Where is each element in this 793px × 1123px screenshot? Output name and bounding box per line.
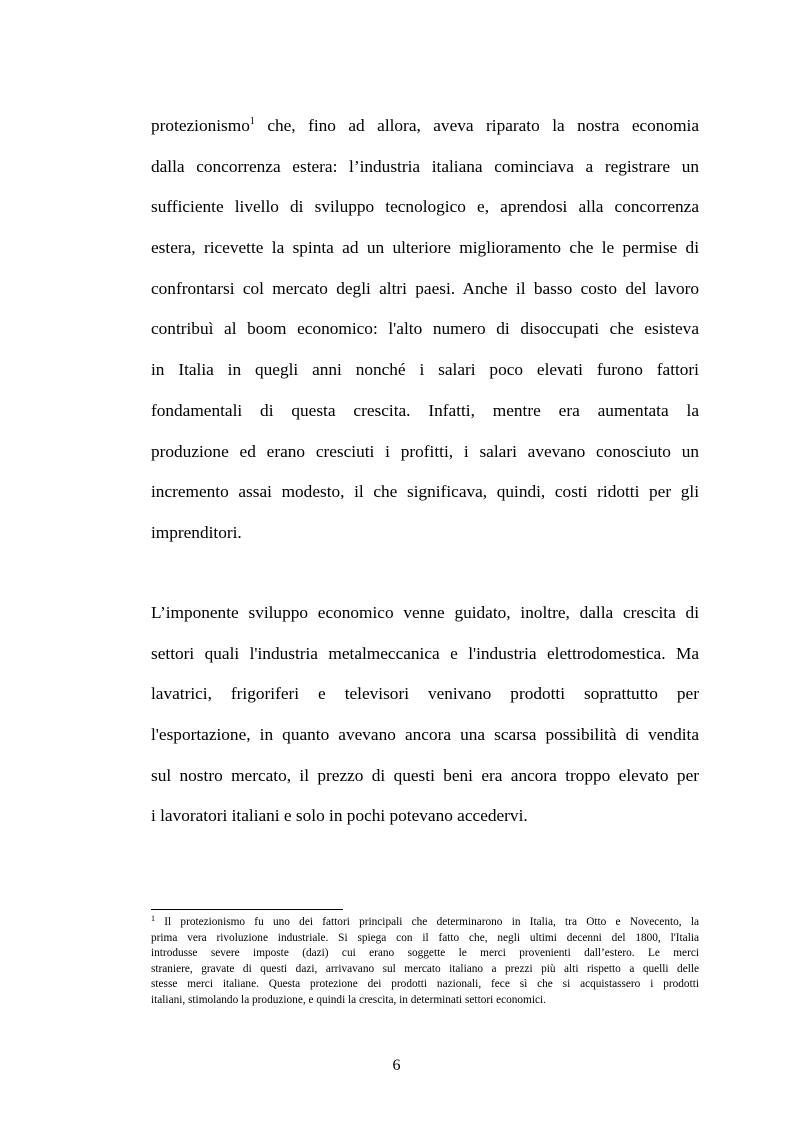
text-line: fondamentali di questa crescita. Infatti, mentre era aumentata la	[151, 400, 699, 420]
text-line: sufficiente livello di sviluppo tecnologico e, aprendosi alla concorrenza	[151, 197, 699, 217]
page-number: 6	[392, 1057, 401, 1074]
footnote-reference[interactable]: 1	[249, 116, 255, 127]
text-line: settori quali l'industria metalmeccanica e l'industria elettrodomestica. Ma	[151, 643, 699, 663]
text-line: in Italia in quegli anni nonché i salari poco elevati furono fattori	[151, 360, 699, 380]
text-line: sul nostro mercato, il prezzo di questi beni era ancora troppo elevato per	[151, 765, 699, 785]
footnote-line	[151, 915, 699, 931]
footnote-line: prima vera rivoluzione industriale. Si spiega con il fatto che, negli ultimi decenni del 1800, l'Italia	[151, 931, 699, 944]
footnote-line: italiani, stimolando la produzione, e quindi la crescita, in determinati settori economici.	[151, 993, 546, 1006]
text-line: estera, ricevette la spinta ad un ulteriore miglioramento che le permise di	[151, 238, 699, 258]
text-line	[151, 106, 699, 147]
footnote-line: stesse merci italiane. Questa protezione dei prodotti nazionali, fece sì che si acquistassero i prodotti	[151, 978, 699, 991]
text-line: incremento assai modesto, il che significava, quindi, costi ridotti per gli	[151, 482, 699, 502]
text-line: produzione ed erano cresciuti i profitti, i salari avevano conosciuto un	[151, 441, 699, 461]
body-paragraph-2	[151, 593, 699, 837]
footnote-line: introdusse severe imposte (dazi) cui erano soggette le merci provenienti dall’estero. Le merci	[151, 947, 699, 960]
text-fragment: che, fino ad allora, aveva riparato la nostra economia	[254, 116, 699, 135]
footnote-marker: 1	[151, 914, 155, 923]
text-line: lavatrici, frigoriferi e televisori venivano prodotti soprattutto per	[151, 684, 699, 704]
text-line: dalla concorrenza estera: l’industria italiana cominciava a registrare un	[151, 156, 699, 176]
body-paragraph-1	[151, 106, 699, 554]
text-line: i lavoratori italiani e solo in pochi potevano accedervi.	[151, 806, 528, 826]
text-fragment: protezionismo	[151, 116, 250, 135]
text-line: imprenditori.	[151, 522, 242, 542]
footnote	[151, 915, 699, 1009]
text-line: contribuì al boom economico: l'alto numero di disoccupati che esisteva	[151, 319, 699, 339]
footnote-separator	[151, 909, 343, 910]
text-line: confrontarsi col mercato degli altri paesi. Anche il basso costo del lavoro	[151, 278, 699, 298]
text-line: L’imponente sviluppo economico venne guidato, inoltre, dalla crescita di	[151, 603, 699, 622]
text-line: l'esportazione, in quanto avevano ancora una scarsa possibilità di vendita	[151, 725, 699, 745]
footnote-text: Il protezionismo fu uno dei fattori principali che determinarono in Italia, tra Otto e Novecento, la	[155, 916, 699, 928]
footnote-line: straniere, gravate di questi dazi, arrivavano sul mercato italiano a prezzi più alti rispetto a quelli delle	[151, 962, 699, 975]
